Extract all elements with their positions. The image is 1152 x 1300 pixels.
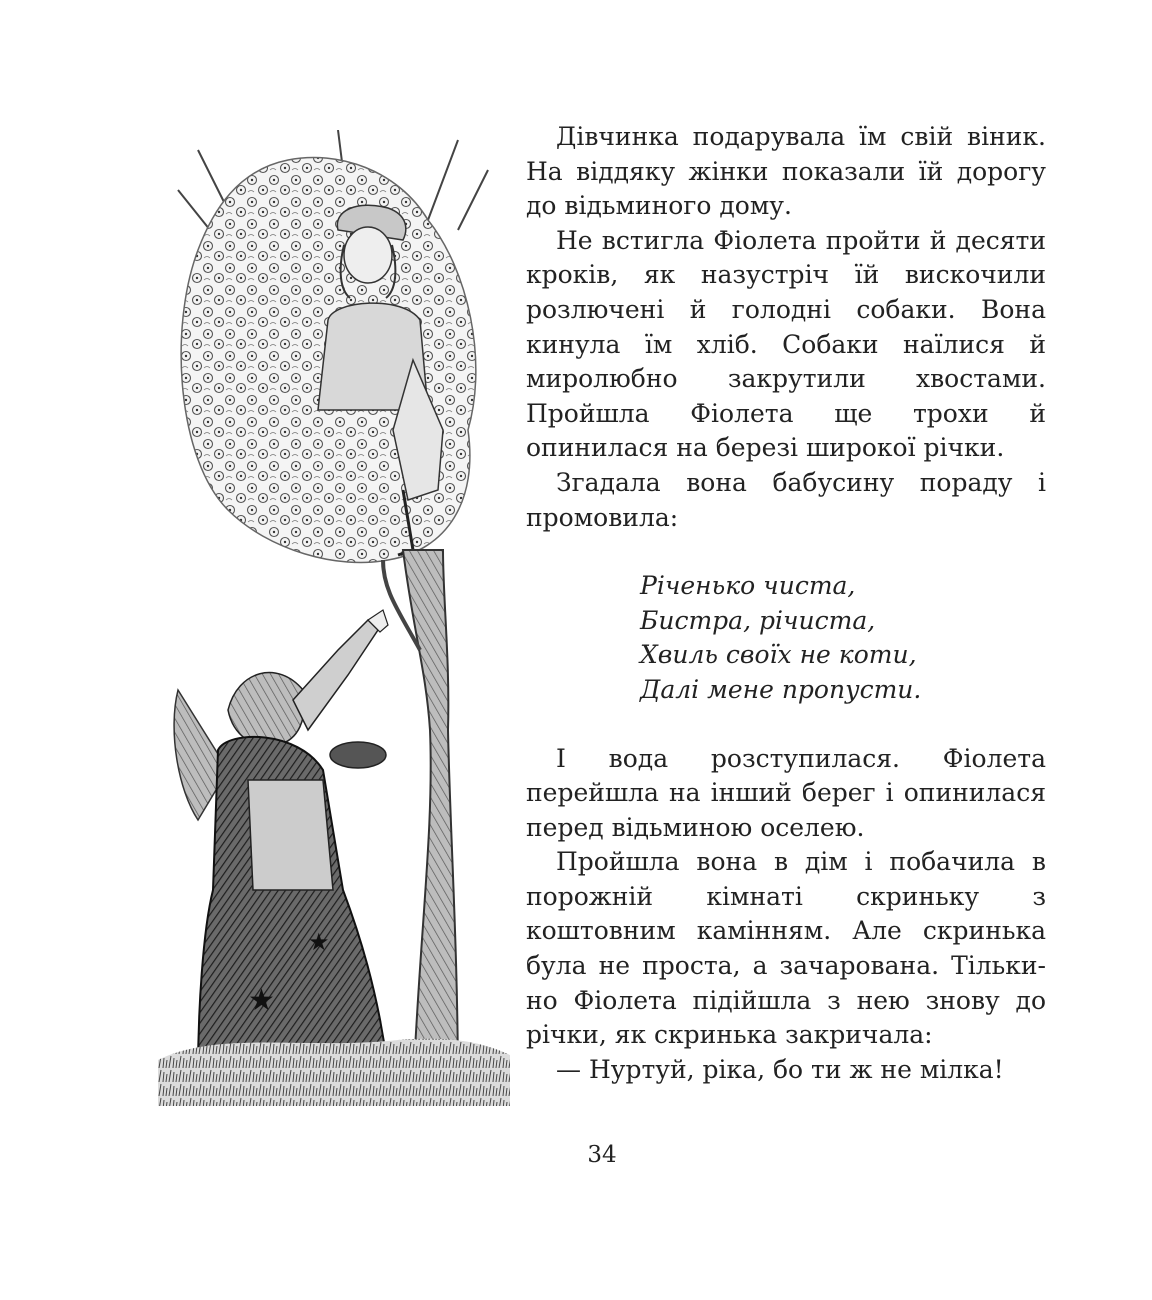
poem-line: Хвиль своїх не коти, (640, 640, 917, 670)
dialogue-line: — Нуртуй, ріка, бо ти ж не мілка! (556, 1054, 1004, 1084)
pencil-sketch-illustration (158, 130, 510, 1106)
paragraph: І вода розступилася. Фіолета перейшла на інший берег і опинилася перед відьминою оселею. (526, 743, 1046, 842)
poem-line: Далі мене пропусти. (640, 674, 922, 704)
paragraph: Згадала вона бабусину пораду і промовила: (526, 467, 1046, 532)
poem (640, 569, 1046, 707)
illustration-girl-in-tree-and-old-woman (158, 130, 510, 1106)
svg-text:★: ★ (248, 983, 275, 1018)
page-number: 34 (587, 1142, 617, 1168)
poem-line: Бистра, річиста, (640, 605, 876, 635)
paragraph: Не встигла Фіолета пройти й десяти кроків, як назустріч їй вискочили розлючені й голодні собаки. Вона кинула їм хліб. Собаки наїлися й миролюбно закрутили хвостами. Пройшла Фіолета ще трохи й опинилася на березі широкої річки. (526, 225, 1046, 463)
old-woman-figure (174, 610, 388, 1075)
svg-text:★: ★ (308, 928, 330, 956)
paragraph: Пройшла вона в дім і побачила в порожній кімнаті скриньку з коштовним камінням. Але скринька була не проста, а зачарована. Тільки-но Фіолета підійшла з нею знову до річки, як скринька закричала: (526, 847, 1046, 1050)
story-text-column (526, 120, 1046, 1087)
poem-line: Річенько чиста, (640, 571, 856, 601)
paragraph: Дівчинка подарувала їм свій віник. На віддяку жінки показали їй дорогу до відьминого дому. (526, 122, 1046, 221)
grass (158, 1039, 510, 1106)
